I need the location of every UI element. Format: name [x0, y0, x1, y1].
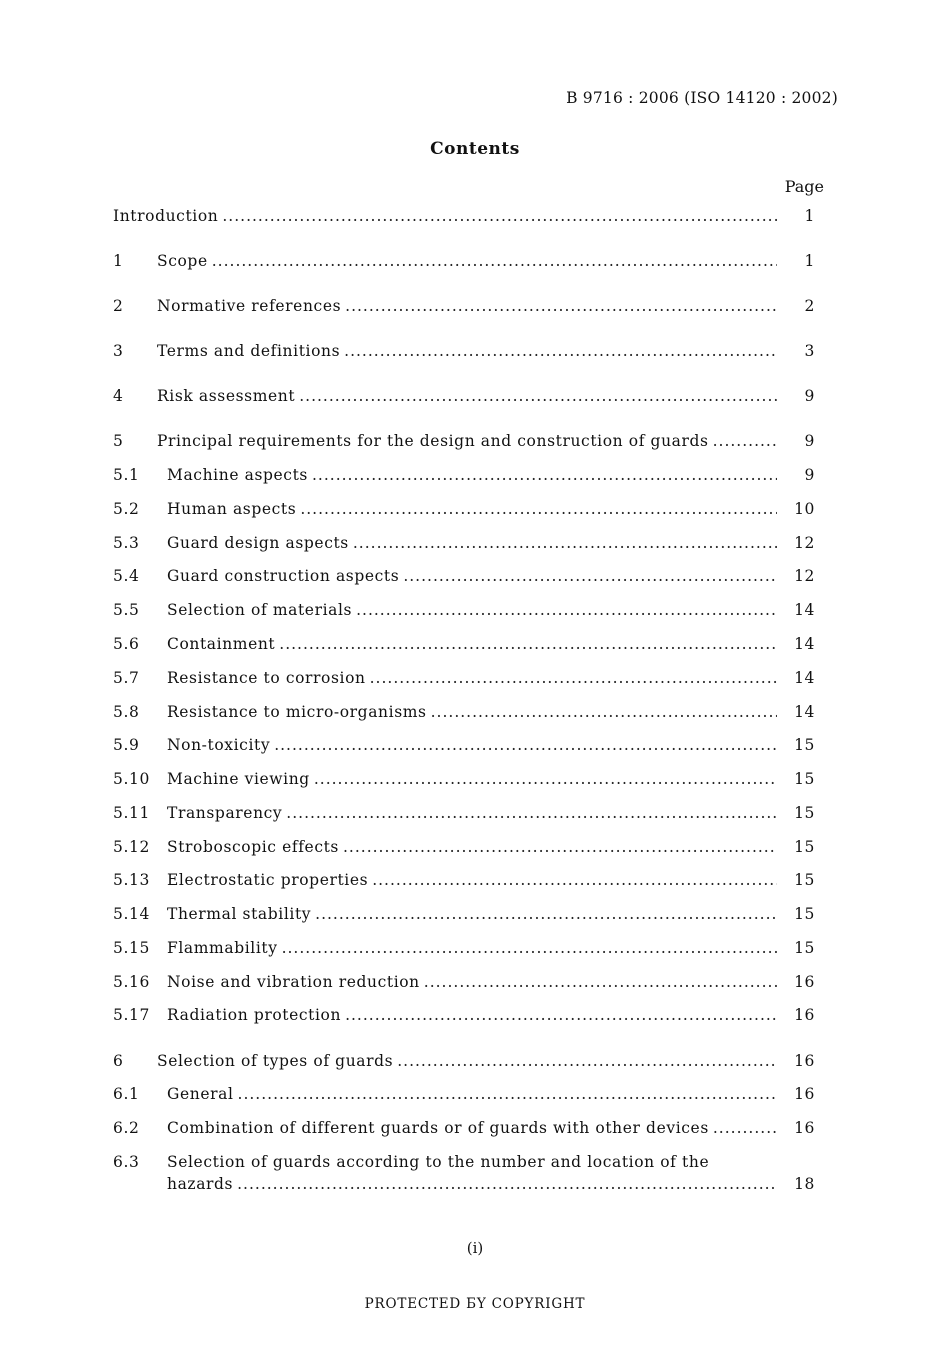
toc-entry-label: Introduction — [113, 207, 219, 225]
toc-entry-page: 3 — [804, 342, 815, 360]
toc-entry-label-line1: Selection of guards according to the number and location of the — [167, 1153, 710, 1171]
toc-entry[interactable] — [113, 838, 815, 862]
toc-entry[interactable] — [113, 1006, 815, 1030]
toc-entry[interactable] — [113, 973, 815, 997]
toc-entry-number: 6 — [113, 1052, 124, 1070]
toc-entry-number: 5.5 — [113, 601, 140, 619]
toc-entry-label: Resistance to micro-organisms — [167, 703, 427, 721]
toc-entry-number: 5.9 — [113, 736, 140, 754]
toc-entry-number: 5.3 — [113, 534, 140, 552]
toc-entry-label: General — [167, 1085, 234, 1103]
page-title: Contents — [430, 139, 520, 159]
toc-entry-label: Radiation protection — [167, 1006, 342, 1024]
toc-entry[interactable] — [113, 804, 815, 828]
toc-entry[interactable] — [113, 871, 815, 895]
toc-entry-label: Machine aspects — [167, 466, 308, 484]
toc-entry-label: Noise and vibration reduction — [167, 973, 420, 991]
toc-entry-page: 12 — [794, 567, 815, 585]
toc-entry[interactable] — [113, 905, 815, 929]
toc-entry-label: Scope — [157, 252, 208, 270]
toc-entry[interactable] — [113, 635, 815, 659]
toc-entry[interactable] — [113, 207, 815, 231]
toc-entry[interactable] — [113, 770, 815, 794]
page-number: (i) — [466, 1239, 484, 1257]
toc-entry-page: 16 — [794, 1006, 815, 1024]
toc-entry-number: 5.15 — [113, 939, 150, 957]
toc-entry-page: 16 — [794, 1052, 815, 1070]
toc-entry-label: Risk assessment — [157, 387, 296, 405]
toc-entry-label: Principal requirements for the design and construction of guards — [157, 432, 709, 450]
toc-entry-label: Guard design aspects — [167, 534, 349, 552]
toc-entry-number: 5.14 — [113, 905, 150, 923]
toc-entry-page: 15 — [794, 736, 815, 754]
toc-entry-number: 6.1 — [113, 1085, 140, 1103]
toc-entry-page: 15 — [794, 871, 815, 889]
toc-entry[interactable] — [113, 939, 815, 963]
toc-entry-page: 2 — [804, 297, 815, 315]
toc-entry-page: 14 — [794, 635, 815, 653]
toc-entry-label: hazards — [167, 1175, 234, 1193]
toc-entry[interactable] — [113, 500, 815, 524]
toc-entry-label: Terms and definitions — [157, 342, 341, 360]
toc-entry[interactable] — [113, 432, 815, 456]
toc-entry-page: 9 — [804, 466, 815, 484]
toc-entry-number: 5.17 — [113, 1006, 150, 1024]
toc-entry-number: 5.6 — [113, 635, 140, 653]
toc-entry-page: 15 — [794, 804, 815, 822]
toc-entry-page: 9 — [804, 432, 815, 450]
toc-entry-label: Thermal stability — [167, 905, 312, 923]
toc-entry-page: 14 — [794, 669, 815, 687]
toc-entry-page: 14 — [794, 703, 815, 721]
toc-entry-label: Flammability — [167, 939, 278, 957]
toc-entry-label: Normative references — [157, 297, 342, 315]
toc-entry-page: 15 — [794, 838, 815, 856]
toc-entry-number: 5.12 — [113, 838, 150, 856]
toc-entry[interactable] — [113, 252, 815, 276]
toc-entry[interactable] — [113, 1119, 815, 1143]
toc-entry-number: 5.10 — [113, 770, 150, 788]
toc-entry-number: 3 — [113, 342, 124, 360]
toc-entry-page: 16 — [794, 1085, 815, 1103]
toc-entry-number: 5 — [113, 432, 124, 450]
toc-entry[interactable] — [113, 342, 815, 366]
toc-entry-label: Electrostatic properties — [167, 871, 369, 889]
page-column-label: Page — [784, 177, 824, 196]
toc-entry-page: 16 — [794, 973, 815, 991]
header-reference: B 9716 : 2006 (ISO 14120 : 2002) — [566, 89, 838, 107]
copyright-notice: PROTECTED БY COPYRIGHT — [364, 1296, 586, 1312]
toc-entry-page: 15 — [794, 905, 815, 923]
toc-entry-label: Containment — [167, 635, 276, 653]
toc-entry-label: Transparency — [167, 804, 283, 822]
toc-entry-page: 1 — [804, 207, 815, 225]
toc-entry-page: 15 — [794, 939, 815, 957]
toc-entry-label: Non-toxicity — [167, 736, 271, 754]
toc-entry-number: 5.8 — [113, 703, 140, 721]
toc-entry[interactable] — [113, 567, 815, 591]
toc-entry-number: 5.11 — [113, 804, 150, 822]
toc-entry-number: 4 — [113, 387, 124, 405]
toc-entry[interactable] — [113, 1153, 815, 1199]
toc-entry-page: 9 — [804, 387, 815, 405]
toc-entry-page: 1 — [804, 252, 815, 270]
toc-entry[interactable] — [113, 466, 815, 490]
toc-entry-label: Selection of materials — [167, 601, 353, 619]
toc-entry[interactable] — [113, 387, 815, 411]
toc-entry-label: Selection of types of guards — [157, 1052, 394, 1070]
toc-entry-number: 6.3 — [113, 1153, 140, 1171]
toc-entry-label: Machine viewing — [167, 770, 310, 788]
toc-entry-number: 5.16 — [113, 973, 150, 991]
toc-entry-label: Combination of different guards or of guards with other devices — [167, 1119, 709, 1137]
toc-entry-number: 5.1 — [113, 466, 140, 484]
toc-entry[interactable] — [113, 601, 815, 625]
toc-entry-number: 6.2 — [113, 1119, 140, 1137]
toc-entry-label: Human aspects — [167, 500, 297, 518]
toc-entry[interactable] — [113, 1085, 815, 1109]
toc-entry-number: 5.2 — [113, 500, 140, 518]
toc-entry[interactable] — [113, 703, 815, 727]
toc-entry[interactable] — [113, 1052, 815, 1076]
toc-entry[interactable] — [113, 669, 815, 693]
toc-entry-page: 18 — [794, 1175, 815, 1193]
toc-entry-page: 10 — [794, 500, 815, 518]
toc-entry[interactable] — [113, 297, 815, 321]
toc-entry-number: 5.4 — [113, 567, 140, 585]
toc-entry-label: Resistance to corrosion — [167, 669, 366, 687]
toc-entry-label: Stroboscopic effects — [167, 838, 339, 856]
toc-entry-number: 1 — [113, 252, 124, 270]
toc-entry-page: 14 — [794, 601, 815, 619]
toc-entry-page: 12 — [794, 534, 815, 552]
toc-entry[interactable] — [113, 534, 815, 558]
toc-entry-page: 16 — [794, 1119, 815, 1137]
toc-entry-number: 5.13 — [113, 871, 150, 889]
toc-entry[interactable] — [113, 736, 815, 760]
toc-entry-number: 5.7 — [113, 669, 140, 687]
toc-entry-page: 15 — [794, 770, 815, 788]
toc-entry-number: 2 — [113, 297, 124, 315]
toc-entry-label: Guard construction aspects — [167, 567, 400, 585]
